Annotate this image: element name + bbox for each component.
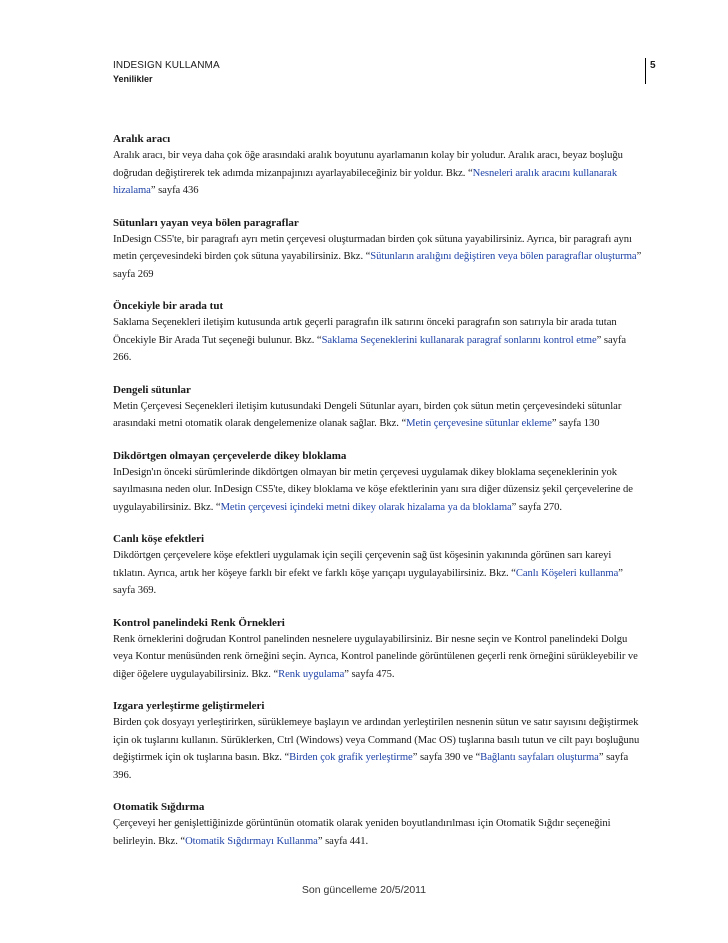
section-sutunlari-yayan bbox=[113, 216, 645, 284]
section-body: Renk örneklerini doğrudan Kontrol panelinden nesnelere uygulayabilirsiniz. Bir nesne seçin ve Kontrol panelindeki Dolgu veya Kontur menüsünden renk örneğini seçin. Ayrıca, Kontrol panelinde görüntülenen geçerli renk örneğini sürükleyebilir ve diğer öğelere uygulayabilirsiniz. Bkz. “Renk uygulama” sayfa 475. bbox=[113, 633, 638, 680]
section-heading: Aralık aracı bbox=[113, 133, 171, 145]
section-heading: Kontrol panelindeki Renk Örnekleri bbox=[113, 616, 285, 629]
section-heading: Izgara yerleştirme geliştirmeleri bbox=[113, 700, 265, 712]
section-body: Metin Çerçevesi Seçenekleri iletişim kutusundaki Dengeli Sütunlar ayarı, birden çok sütun metin çerçevesindeki sütunlar arasındaki metni otomatik olarak dengelemenize olanak sağlar. Bkz. “Metin çerçevesine sütunlar ekleme” sayfa 130 bbox=[113, 400, 622, 429]
section-heading: Dikdörtgen olmayan çerçevelerde dikey bloklama bbox=[113, 449, 347, 462]
section-dikey-bloklama bbox=[113, 449, 645, 517]
section-renk-ornekleri bbox=[113, 616, 645, 684]
cross-reference-link[interactable]: Metin çerçevesine sütunlar ekleme bbox=[406, 418, 552, 429]
main-content bbox=[113, 132, 645, 866]
cross-reference-link[interactable]: Saklama Seçeneklerini kullanarak paragraf sonlarını kontrol etme bbox=[321, 334, 597, 346]
cross-reference-link-2[interactable]: Bağlantı sayfaları oluşturma bbox=[480, 752, 599, 763]
cross-reference-link[interactable]: Birden çok grafik yerleştirme bbox=[289, 752, 413, 763]
section-otomatik-sigdirma bbox=[113, 800, 645, 850]
section-heading: Otomatik Sığdırma bbox=[113, 801, 205, 813]
section-body: Çerçeveyi her genişlettiğinizde görüntünün otomatik olarak yeniden boyutlandırılması için Otomatik Sığdır seçeneğini belirleyin. Bkz. “Otomatik Sığdırmayı Kullanma” sayfa 441. bbox=[113, 818, 611, 847]
page-number: 5 bbox=[650, 60, 656, 71]
section-heading: Sütunları yayan veya bölen paragraflar bbox=[113, 216, 299, 229]
section-body: Dikdörtgen çerçevelere köşe efektleri uygulamak için seçili çerçevenin sağ üst köşesinin yakınında görünen sarı kareyi tıklatın. Ayrıca, artık her köşeye farklı bir efekt ve farklı köşe yarıçapı uygulayabilirsiniz. Bkz. “Canlı Köşeleri kullanma” sayfa 369. bbox=[113, 550, 623, 596]
cross-reference-link[interactable]: Sütunların aralığını değiştiren veya bölen paragraflar oluşturma bbox=[370, 251, 637, 262]
section-body: Aralık aracı, bir veya daha çok öğe arasındaki aralık boyutunu ayarlamanın kolay bir yoludur. Aralık aracı, beyaz boşluğu doğrudan değiştirerek tek adımda mizanpajınızı ayarlayabileceğiniz bir yoldur. Bkz. “Nesneleri aralık aracını kullanarak hizalama” sayfa 436 bbox=[113, 150, 623, 196]
chapter-title: Yenilikler bbox=[113, 74, 153, 84]
section-heading: Canlı köşe efektleri bbox=[113, 533, 205, 545]
section-izgara-yerlestirme bbox=[113, 699, 645, 784]
cross-reference-link[interactable]: Nesneleri aralık aracını kullanarak hizalama bbox=[113, 167, 618, 196]
cross-reference-link[interactable]: Canlı Köşeleri kullanma bbox=[515, 567, 619, 579]
document-title: INDESIGN KULLANMA bbox=[113, 60, 220, 71]
cross-reference-link[interactable]: Renk uygulama bbox=[278, 668, 345, 680]
section-body: Birden çok dosyayı yerleştirirken, sürüklemeye başlayın ve ardından yerleştirilen nesnenin sütun ve satır sayısını değiştirmek için ok tuşlarını kullanın. Sürüklerken, Ctrl (Windows) veya Command (Mac OS) tuşlarına basılı tutun ve cilt payı boşluğunu değiştirmek için ok tuşlarına basın. Bkz. “Birden çok grafik yerleştirme” sayfa 390 ve “Bağlantı sayfaları oluşturma” sayfa 396. bbox=[113, 717, 640, 781]
header-divider bbox=[645, 58, 646, 84]
section-oncekiyle-bir-arada bbox=[113, 299, 645, 367]
section-body: InDesign CS5'te, bir paragrafı ayrı metin çerçevesi oluşturmadan birden çok sütuna yayabilirsiniz. Ayrıca, bir paragrafı aynı metin çerçevesindeki birden çok sütuna yayabilirsiniz. Bkz. “Sütunların aralığını değiştiren veya bölen paragraflar oluşturma” sayfa 269 bbox=[113, 233, 642, 280]
section-heading: Dengeli sütunlar bbox=[113, 383, 191, 396]
section-body: Saklama Seçenekleri iletişim kutusunda artık geçerli paragrafın ilk satırını önceki paragrafın son satırıyla bir arada tutan Öncekiyle Bir Arada Tut seçeneği bulunur. Bkz. “Saklama Seçeneklerini kullanarak paragraf sonlarını kontrol etme” sayfa 266. bbox=[113, 317, 626, 363]
section-canli-kose bbox=[113, 532, 645, 600]
section-dengeli-sutunlar bbox=[113, 383, 645, 433]
cross-reference-link[interactable]: Otomatik Sığdırmayı Kullanma bbox=[185, 835, 318, 847]
section-aralik-araci bbox=[113, 132, 645, 200]
cross-reference-link[interactable]: Metin çerçevesi içindeki metni dikey olarak hizalama ya da bloklama bbox=[220, 501, 512, 513]
section-body: InDesign'ın önceki sürümlerinde dikdörtgen olmayan bir metin çerçevesi uygulamak dikey bloklama seçeneklerinin yok sayılmasına neden olur. InDesign CS5'te, dikey bloklama ve köşe efektlerinin yanı sıra diğer düzensiz şekil çerçevelerine de uygulayabilirsiniz. Bkz. “Metin çerçevesi içindeki metni dikey olarak hizalama ya da bloklama” sayfa 270. bbox=[113, 466, 633, 513]
section-heading: Öncekiyle bir arada tut bbox=[113, 300, 224, 312]
last-updated-footer: Son güncelleme 20/5/2011 bbox=[301, 884, 427, 896]
